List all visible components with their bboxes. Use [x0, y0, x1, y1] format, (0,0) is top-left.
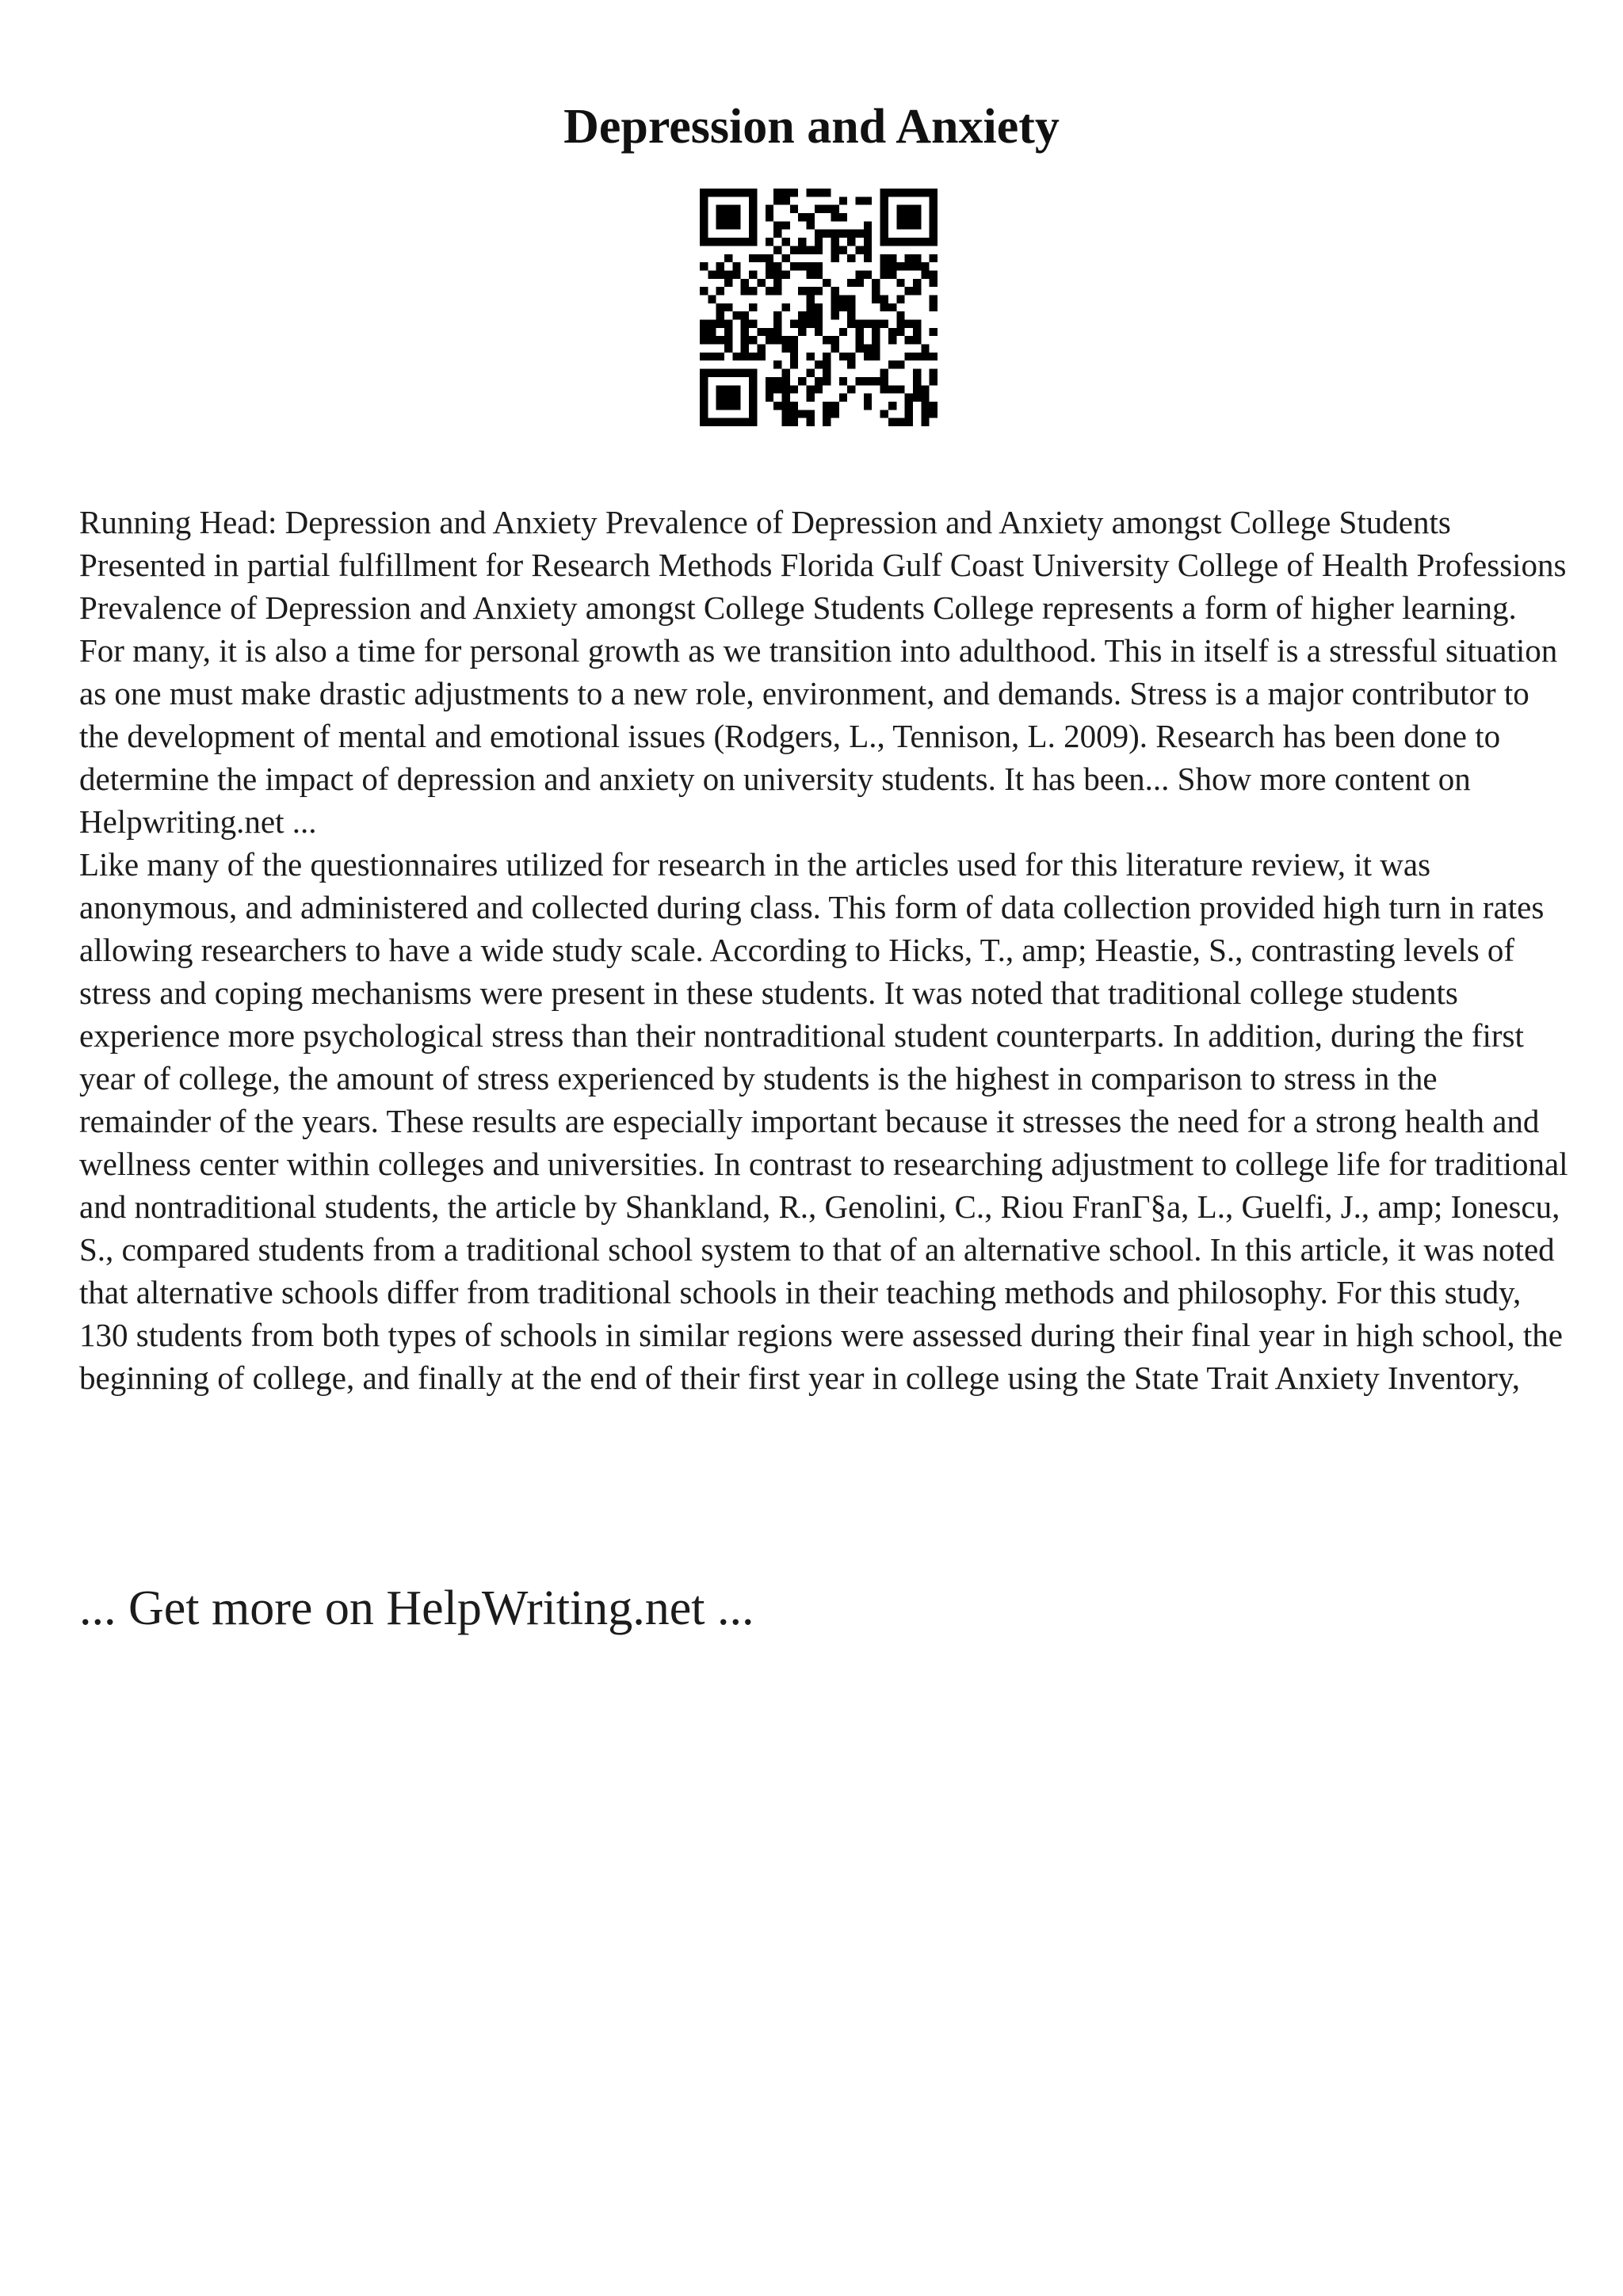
- qr-code-icon[interactable]: [700, 189, 938, 426]
- document-title: Depression and Anxiety: [563, 100, 1060, 154]
- paragraph-intro: Running Head: Depression and Anxiety Prevalence of Depression and Anxiety amongst College Students Presented in partial fulfillment for Research Methods Florida Gulf Coast University College of Health Professions Prevalence of Depression and Anxiety amongst College Students College represents a form of higher learning. For many, it is also a time for personal growth as we transition into adulthood. This in itself is a stressful situation as one must make drastic adjustments to a new role, environment, and demands. Stress is a major contributor to the development of mental and emotional issues (Rodgers, L., Tennison, L. 2009). Research has been done to determine the impact of depression and anxiety on university students. It has been... Show more content on Helpwriting.net ...: [79, 504, 1567, 840]
- document-body: [79, 501, 1569, 1399]
- paragraph-review: Like many of the questionnaires utilized for research in the articles used for this literature review, it was anonymous, and administered and collected during class. This form of data collection provided high turn in rates allowing researchers to have a wide study scale. According to Hicks, T., amp; Heastie, S., contrasting levels of stress and coping mechanisms were present in these students. It was noted that traditional college students experience more psychological stress than their nontraditional student counterparts. In addition, during the first year of college, the amount of stress experienced by students is the highest in comparison to stress in the remainder of the years. These results are especially important because it stresses the need for a strong health and wellness center within colleges and universities. In contrast to researching adjustment to college life for traditional and nontraditional students, the article by Shankland, R., Genolini, C., Riou FranΓ§a, L., Guelfi, J., amp; Ionescu, S., compared students from a traditional school system to that of an alternative school. In this article, it was noted that alternative schools differ from traditional schools in their teaching methods and philosophy. For this study, 130 students from both types of schools in similar regions were assessed during their final year in high school, the beginning of college, and finally at the end of their first year in college using the State Trait Anxiety Inventory,: [79, 846, 1568, 1396]
- get-more-link[interactable]: ... Get more on HelpWriting.net ...: [79, 1581, 754, 1635]
